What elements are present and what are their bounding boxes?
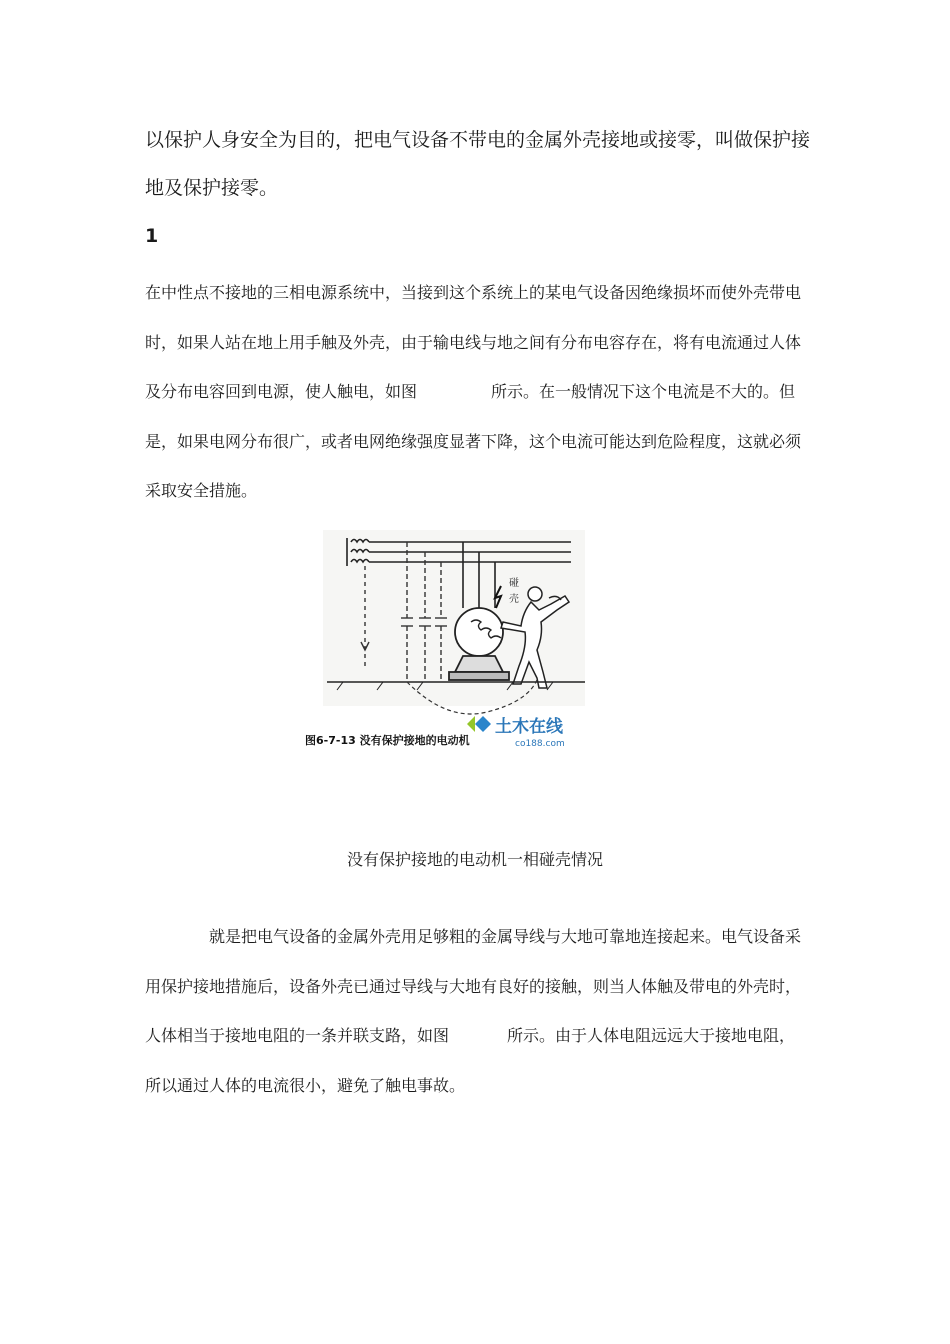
watermark-text-en: co188.com (515, 739, 565, 749)
fault-label-touch: 碰 (509, 578, 519, 589)
paragraph-2-text-a: 就是把电气设备的金属外壳用足够粗的金属导线与大地可靠地连接起来。电气设备采用保护接地措施后，设备外壳已通过导线与大地有良好的接触，则当人体触及带电的外壳时，人体相当于接地电阻的一条并联支路，如图 (145, 927, 802, 1045)
figure-printed-caption: 图6-7-13 没有保护接地的电动机 (305, 734, 470, 747)
fault-label-shell: 壳 (509, 594, 519, 605)
body-paragraph-1 (145, 268, 810, 516)
body-paragraph-2 (145, 912, 810, 1110)
intro-paragraph: 以保护人身安全为目的，把电气设备不带电的金属外壳接地或接零，叫做保护接地及保护接零。 (145, 129, 811, 199)
watermark-text-cn: 土木在线 (495, 717, 563, 737)
motor-diagram-figure (303, 530, 603, 752)
section-number: 1 (145, 225, 159, 247)
motor (449, 608, 509, 680)
watermark-logo (467, 716, 565, 749)
paragraph-1-text-a: 在中性点不接地的三相电源系统中，当接到这个系统上的某电气设备因绝缘损坏而使外壳带电时，如果人站在地上用手触及外壳，由于输电线与地之间有分布电容存在，将有电流通过人体及分布电容回到电源，使人触电，如图 (145, 283, 802, 401)
paragraph-2-text-b: 所示。由于人体电阻远远大于接地电阻，所以通过人体的电流很小，避免了触电事故。 (145, 1026, 796, 1095)
paragraph-1-text-b: 所示。在一般情况下这个电流是不大的。但是，如果电网分布很广，或者电网绝缘强度显著下降，这个电流可能达到危险程度，这就必须采取安全措施。 (145, 382, 802, 500)
figure-caption: 没有保护接地的电动机一相碰壳情况 (346, 850, 603, 869)
